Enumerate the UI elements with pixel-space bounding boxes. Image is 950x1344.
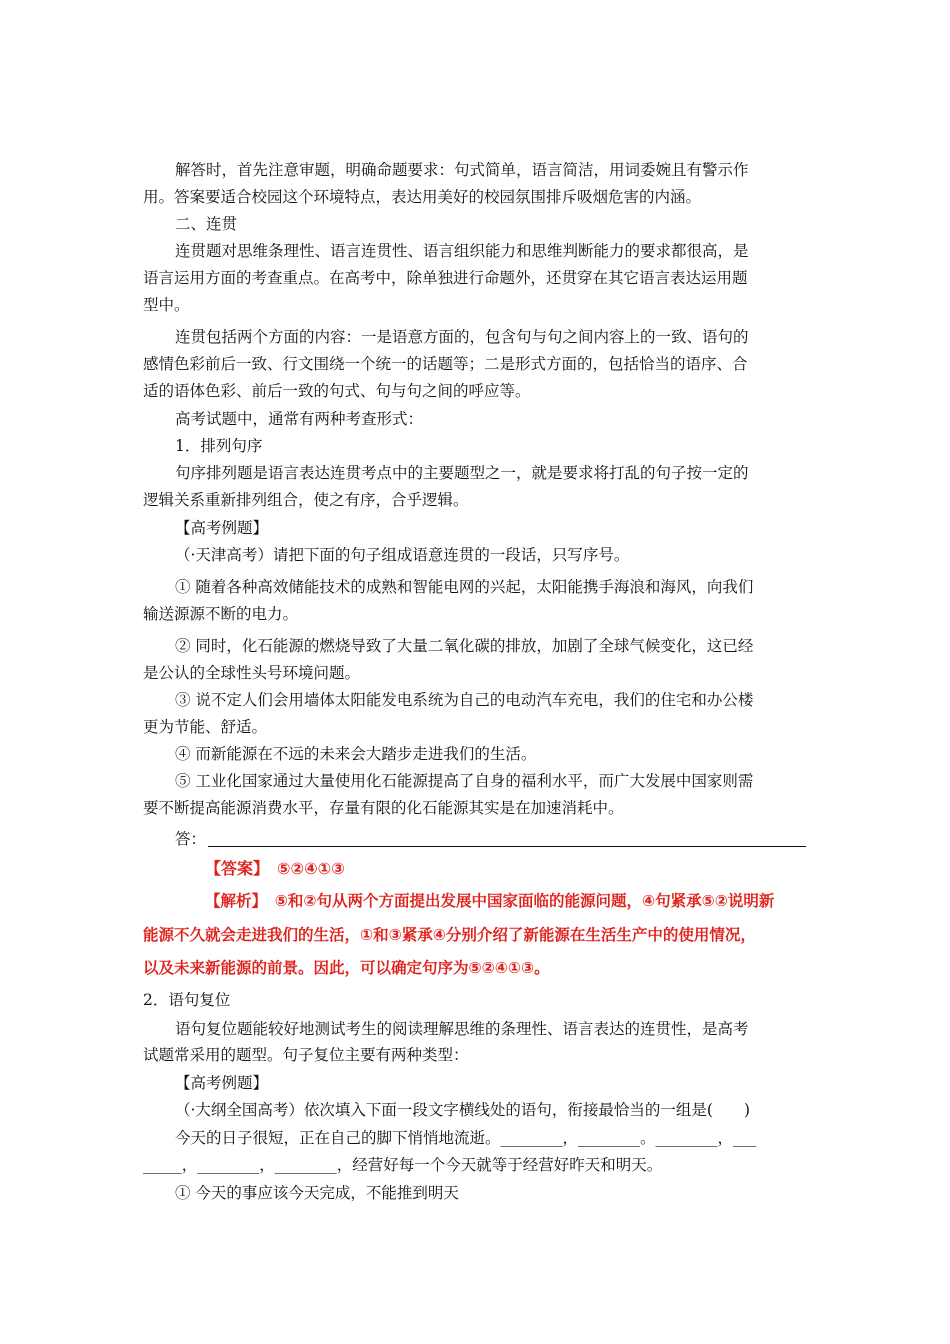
question-line: （·大纲全国高考）依次填入下面一段文字横线处的语句，衔接最恰当的一组是( ) bbox=[175, 1101, 751, 1119]
question-line: （·天津高考）请把下面的句子组成语意连贯的一段话，只写序号。 bbox=[175, 546, 630, 564]
sentence-item: 更为节能、舒适。 bbox=[143, 718, 268, 736]
sentence-item: 输送源源不断的电力。 bbox=[143, 605, 299, 623]
sentence-item: ② 同时，化石能源的燃烧导致了大量二氧化碳的排放，加剧了全球气候变化，这已经 bbox=[175, 637, 754, 655]
example-label: 【高考例题】 bbox=[175, 519, 269, 537]
subsection-heading: 2．语句复位 bbox=[143, 991, 231, 1009]
paragraph-line: 感情色彩前后一致、行文围绕一个统一的话题等；二是形式方面的，包括恰当的语序、合 bbox=[143, 355, 748, 373]
passage-line: 今天的日子很短，正在自己的脚下悄悄地流逝。________，________。________，___ bbox=[175, 1129, 757, 1147]
answer-blank-line bbox=[208, 846, 806, 847]
answer-key: 【答案】 ⑤②④①③ bbox=[205, 859, 345, 878]
paragraph-line: 解答时，首先注意审题，明确命题要求：句式简单，语言简洁，用词委婉且有警示作 bbox=[175, 161, 749, 179]
paragraph-line: 连贯题对思维条理性、语言连贯性、语言组织能力和思维判断能力的要求都很高，是 bbox=[175, 242, 749, 260]
sentence-item: 是公认的全球性头号环境问题。 bbox=[143, 664, 361, 682]
analysis-line: 能源不久就会走进我们的生活，①和③紧承④分别介绍了新能源在生活生产中的使用情况， bbox=[143, 926, 756, 944]
section-heading: 二、连贯 bbox=[175, 215, 238, 233]
paragraph-line: 试题常采用的题型。句子复位主要有两种类型： bbox=[143, 1046, 469, 1064]
analysis-line: 以及未来新能源的前景。因此，可以确定句序为⑤②④①③。 bbox=[143, 959, 550, 977]
paragraph-line: 适的语体色彩、前后一致的句式、句与句之间的呼应等。 bbox=[143, 382, 531, 400]
paragraph-line: 语句复位题能较好地测试考生的阅读理解思维的条理性、语言表达的连贯性，是高考 bbox=[175, 1020, 749, 1038]
subsection-heading: 1．排列句序 bbox=[175, 437, 263, 455]
option-item: ① 今天的事应该今天完成，不能推到明天 bbox=[175, 1184, 459, 1202]
sentence-item: ③ 说不定人们会用墙体太阳能发电系统为自己的电动汽车充电，我们的住宅和办公楼 bbox=[175, 691, 754, 709]
sentence-item: ① 随着各种高效储能技术的成熟和智能电网的兴起，太阳能携手海浪和海风，向我们 bbox=[175, 578, 754, 596]
sentence-item: ④ 而新能源在不远的未来会大踏步走进我们的生活。 bbox=[175, 745, 537, 763]
sentence-item: ⑤ 工业化国家通过大量使用化石能源提高了自身的福利水平，而广大发展中国家则需 bbox=[175, 772, 754, 790]
paragraph-line: 型中。 bbox=[143, 296, 190, 314]
paragraph-line: 连贯包括两个方面的内容：一是语意方面的，包含句与句之间内容上的一致、语句的 bbox=[175, 328, 749, 346]
paragraph-line: 逻辑关系重新排列组合，使之有序，合乎逻辑。 bbox=[143, 491, 469, 509]
sentence-item: 要不断提高能源消费水平，存量有限的化石能源其实是在加速消耗中。 bbox=[143, 799, 624, 817]
paragraph-line: 句序排列题是语言表达连贯考点中的主要题型之一，就是要求将打乱的句子按一定的 bbox=[175, 464, 749, 482]
paragraph-line: 用。答案要适合校园这个环境特点，表达用美好的校园氛围排斥吸烟危害的内涵。 bbox=[143, 188, 702, 206]
analysis-line: 【解析】 ⑤和②句从两个方面提出发展中国家面临的能源问题，④句紧承⑤②说明新 bbox=[205, 892, 775, 910]
passage-line: _____，________，________，经营好每一个今天就等于经营好昨天和明天。 bbox=[143, 1156, 663, 1174]
paragraph-line: 语言运用方面的考查重点。在高考中，除单独进行命题外，还贯穿在其它语言表达运用题 bbox=[143, 269, 748, 287]
paragraph-line: 高考试题中，通常有两种考查形式： bbox=[175, 410, 424, 428]
example-label: 【高考例题】 bbox=[175, 1074, 269, 1092]
answer-label: 答： bbox=[175, 830, 207, 848]
